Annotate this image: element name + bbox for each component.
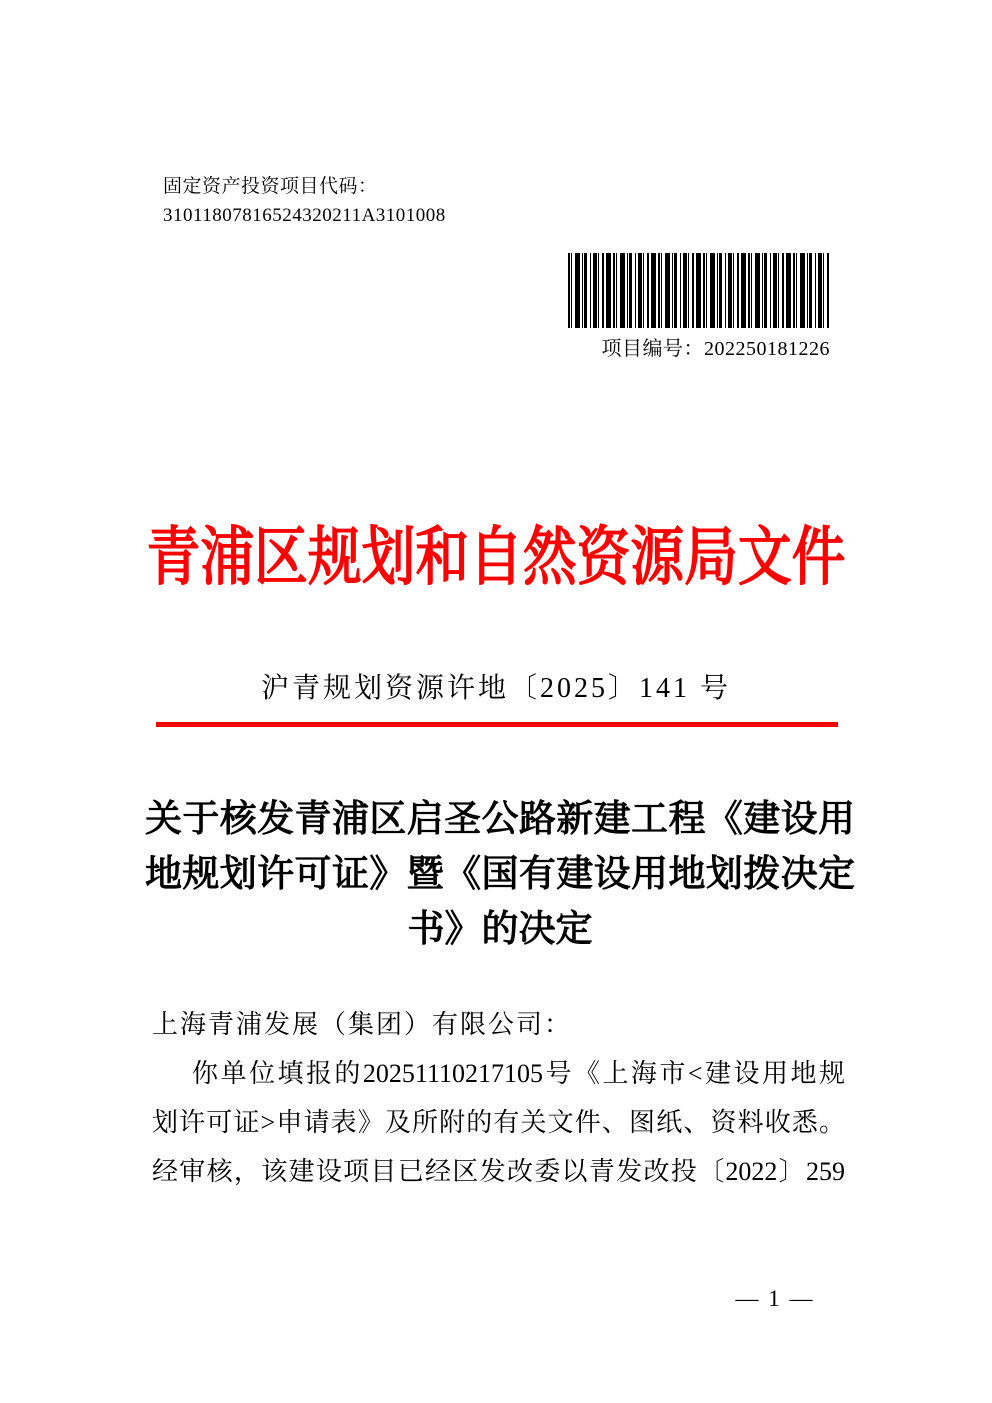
page-number: — 1 — bbox=[735, 1286, 815, 1311]
agency-masthead-title-text: 青浦区规划和自然资源局文件 bbox=[146, 522, 846, 593]
project-number-caption: 项目编号：202250181226 bbox=[601, 338, 830, 360]
body-line-3: 经审核，该建设项目已经区发改委以青发改投〔2022〕259 bbox=[152, 1157, 845, 1186]
body-line-1: 你单位填报的20251110217105号《上海市<建设用地规 bbox=[192, 1059, 845, 1088]
agency-masthead-title bbox=[0, 518, 992, 598]
barcode-block bbox=[568, 253, 830, 361]
body-line-2: 划许可证>申请表》及所附的有关文件、图纸、资料收悉。 bbox=[152, 1108, 845, 1137]
document-heading bbox=[145, 792, 855, 957]
project-code-value: 31011807816524320211A3101008 bbox=[163, 205, 446, 226]
heading-line-2: 地规划许可证》暨《国有建设用地划拨决定 bbox=[145, 854, 855, 895]
heading-line-1: 关于核发青浦区启圣公路新建工程《建设用 bbox=[145, 799, 855, 840]
fixed-asset-project-code bbox=[163, 172, 446, 230]
document-body bbox=[152, 1000, 845, 1196]
heading-line-3: 书》的决定 bbox=[407, 909, 593, 950]
barcode bbox=[568, 253, 830, 328]
masthead-divider-rule bbox=[156, 722, 838, 727]
project-code-label: 固定资产投资项目代码： bbox=[163, 176, 378, 197]
document-reference-number: 沪青规划资源许地〔2025〕141 号 bbox=[260, 673, 731, 704]
salutation-line: 上海青浦发展（集团）有限公司： bbox=[152, 1010, 573, 1039]
